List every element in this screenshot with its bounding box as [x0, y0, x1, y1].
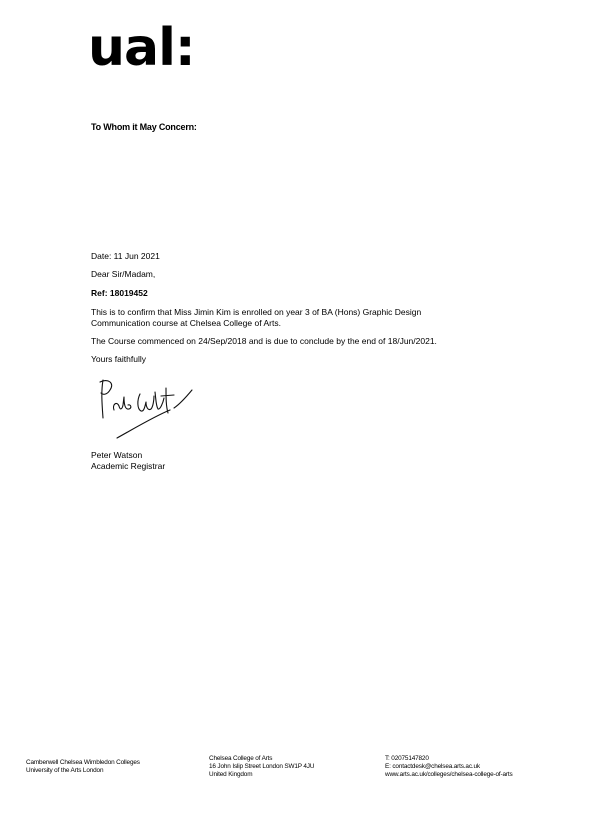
footer-email: E: contactdesk@chelsea.arts.ac.uk: [385, 763, 480, 770]
footer-colleges: [26, 759, 140, 775]
footer-website: www.arts.ac.uk/colleges/chelsea-college-of-arts: [385, 771, 513, 778]
footer-address-street: 16 John Islip Street London SW1P 4JU: [209, 763, 315, 770]
footer-contact: [385, 755, 513, 779]
signatory-name: Peter Watson: [91, 450, 143, 460]
greeting: Dear Sir/Madam,: [91, 269, 156, 279]
handwritten-signature: [90, 372, 200, 444]
body-line-3: The Course commenced on 24/Sep/2018 and is due to conclude by the end of 18/Jun/2021.: [91, 336, 437, 346]
footer-address-college: Chelsea College of Arts: [209, 755, 273, 762]
closing: Yours faithfully: [91, 354, 146, 364]
reference-number: Ref: 18019452: [91, 288, 148, 298]
body-line-1: This is to confirm that Miss Jimin Kim is enrolled on year 3 of BA (Hons) Graphic Design: [91, 307, 422, 317]
footer-address-country: United Kingdom: [209, 771, 253, 778]
signatory-title: Academic Registrar: [91, 461, 166, 471]
body-line-2: Communication course at Chelsea College of Arts.: [91, 318, 281, 328]
footer-phone: T: 02075147820: [385, 755, 429, 762]
ual-logo: ual:: [88, 18, 195, 78]
letter-date: Date: 11 Jun 2021: [91, 251, 160, 261]
footer-colleges-line: Camberwell Chelsea Wimbledon Colleges: [26, 759, 140, 766]
footer-address: [209, 755, 314, 779]
footer-university-line: University of the Arts London: [26, 767, 104, 774]
salutation-heading: To Whom it May Concern:: [91, 122, 197, 132]
